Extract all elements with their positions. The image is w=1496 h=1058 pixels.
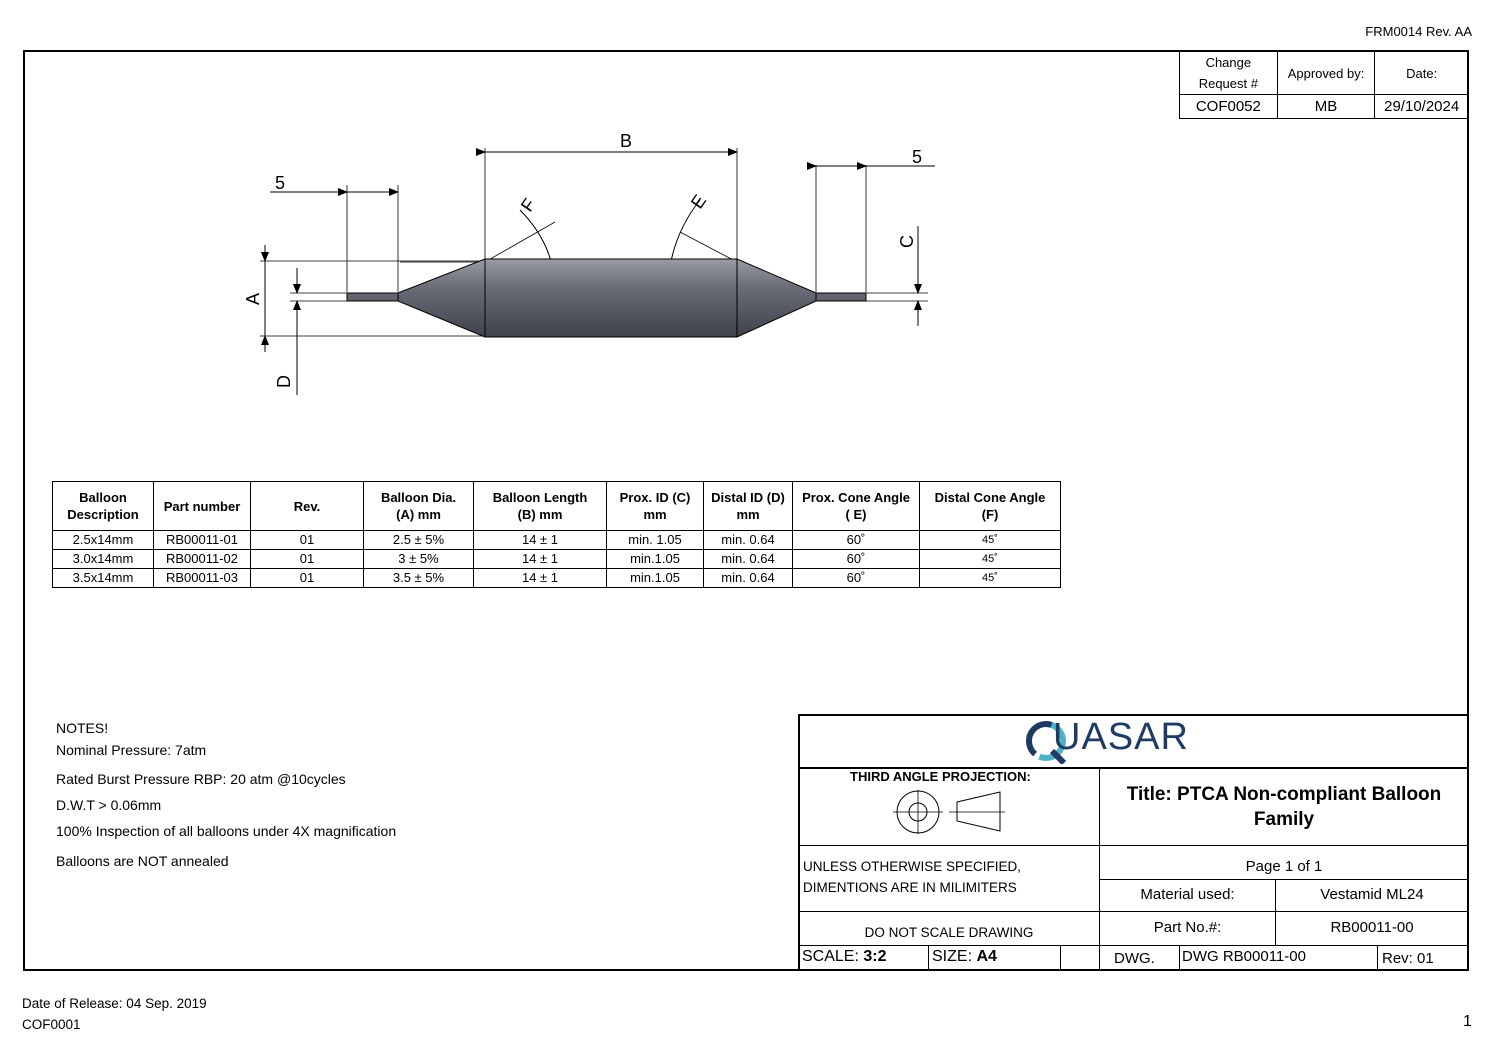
cell-distal-id: min. 0.64: [704, 531, 793, 550]
dim-label-d: D: [274, 375, 294, 388]
change-header-date: Date:: [1375, 52, 1469, 95]
dim-label-b: B: [620, 131, 633, 151]
projection-label: THIRD ANGLE PROJECTION:: [850, 769, 1031, 784]
cell-dia: 3 ± 5%: [364, 550, 474, 569]
cell-prox-angle: 60˚: [793, 569, 920, 588]
dim-label-e: E: [686, 190, 711, 213]
note-line: 100% Inspection of all balloons under 4X magnification: [56, 823, 397, 839]
cell-description: 3.5x14mm: [53, 569, 154, 588]
part-label: Part No.#:: [1153, 919, 1222, 936]
cell-prox-angle: 60˚: [793, 550, 920, 569]
cell-length: 14 ± 1: [474, 569, 607, 588]
change-header-request: Change Request #: [1180, 52, 1278, 95]
page-number: 1: [1463, 1013, 1472, 1030]
rev-value: Rev: 01: [1382, 950, 1434, 967]
note-line: Rated Burst Pressure RBP: 20 atm @10cycles: [56, 771, 346, 787]
material-label: Material used:: [1140, 886, 1235, 903]
notes-section: [56, 720, 396, 869]
col-header-distal-id: Distal ID (D) mm: [704, 482, 793, 531]
change-request-table: [1179, 51, 1469, 119]
cell-distal-id: min. 0.64: [704, 550, 793, 569]
cell-part-number: RB00011-01: [154, 531, 251, 550]
col-header-dia: Balloon Dia. (A) mm: [364, 482, 474, 531]
cell-prox-id: min.1.05: [607, 550, 704, 569]
unless-note: UNLESS OTHERWISE SPECIFIED, DIMENTIONS ARE IN MILIMITERS: [803, 859, 1022, 895]
col-header-description: Balloon Description: [53, 482, 154, 531]
cell-part-number: RB00011-02: [154, 550, 251, 569]
col-header-length: Balloon Length (B) mm: [474, 482, 607, 531]
dim-label-a: A: [243, 292, 263, 305]
drawing-title: Title: PTCA Non-compliant Balloon Family: [1126, 784, 1442, 830]
table-row: [53, 569, 1061, 588]
blank-cell: [1060, 945, 1100, 971]
date-value: 29/10/2024: [1375, 95, 1469, 119]
balloon-spec-table: [52, 481, 1061, 588]
release-date: Date of Release: 04 Sep. 2019: [22, 996, 207, 1011]
material-value: Vestamid ML24: [1320, 886, 1424, 903]
dim-label-5-left: 5: [275, 173, 286, 193]
note-line: D.W.T > 0.06mm: [56, 797, 162, 813]
third-angle-projection-icon: [893, 790, 1013, 836]
cell-length: 14 ± 1: [474, 550, 607, 569]
col-header-distal-angle: Distal Cone Angle (F): [920, 482, 1061, 531]
balloon-drawing: [0, 0, 1000, 420]
form-code: FRM0014 Rev. AA: [1365, 24, 1472, 39]
cell-rev: 01: [251, 569, 364, 588]
cell-part-number: RB00011-03: [154, 569, 251, 588]
page-indicator: Page 1 of 1: [1245, 858, 1323, 875]
cell-distal-angle: 45˚: [920, 531, 1061, 550]
cell-description: 3.0x14mm: [53, 550, 154, 569]
cell-distal-id: min. 0.64: [704, 569, 793, 588]
cell-dia: 3.5 ± 5%: [364, 569, 474, 588]
col-header-prox-id: Prox. ID (C) mm: [607, 482, 704, 531]
part-value: RB00011-00: [1330, 919, 1414, 936]
scale-field: SCALE: 3:2: [802, 948, 887, 965]
cell-description: 2.5x14mm: [53, 531, 154, 550]
dim-label-5-right: 5: [912, 147, 923, 167]
dwg-value: DWG RB00011-00: [1182, 948, 1306, 965]
col-header-rev: Rev.: [251, 482, 364, 531]
cell-distal-angle: 45˚: [920, 569, 1061, 588]
dwg-label: DWG.: [1114, 950, 1155, 967]
cell-dia: 2.5 ± 5%: [364, 531, 474, 550]
cell-prox-angle: 60˚: [793, 531, 920, 550]
note-line: Balloons are NOT annealed: [56, 853, 229, 869]
size-field: SIZE: A4: [932, 948, 997, 965]
cell-rev: 01: [251, 550, 364, 569]
note-line: Nominal Pressure: 7atm: [56, 742, 207, 758]
cell-prox-id: min. 1.05: [607, 531, 704, 550]
cell-prox-id: min.1.05: [607, 569, 704, 588]
cell-length: 14 ± 1: [474, 531, 607, 550]
cell-distal-angle: 45˚: [920, 550, 1061, 569]
notes-title: NOTES!: [56, 720, 109, 736]
logo-text: UASAR: [1053, 716, 1189, 758]
table-row: [53, 550, 1061, 569]
document-code: COF0001: [22, 1017, 81, 1032]
dim-label-f: F: [516, 194, 540, 216]
change-request-value: COF0052: [1180, 95, 1278, 119]
dim-label-c: C: [897, 235, 917, 248]
col-header-prox-angle: Prox. Cone Angle ( E): [793, 482, 920, 531]
table-row: [53, 531, 1061, 550]
cell-rev: 01: [251, 531, 364, 550]
change-header-approved: Approved by:: [1277, 52, 1375, 95]
col-header-part-number: Part number: [154, 482, 251, 531]
no-scale-note: DO NOT SCALE DRAWING: [864, 925, 1034, 940]
approved-by-value: MB: [1277, 95, 1375, 119]
